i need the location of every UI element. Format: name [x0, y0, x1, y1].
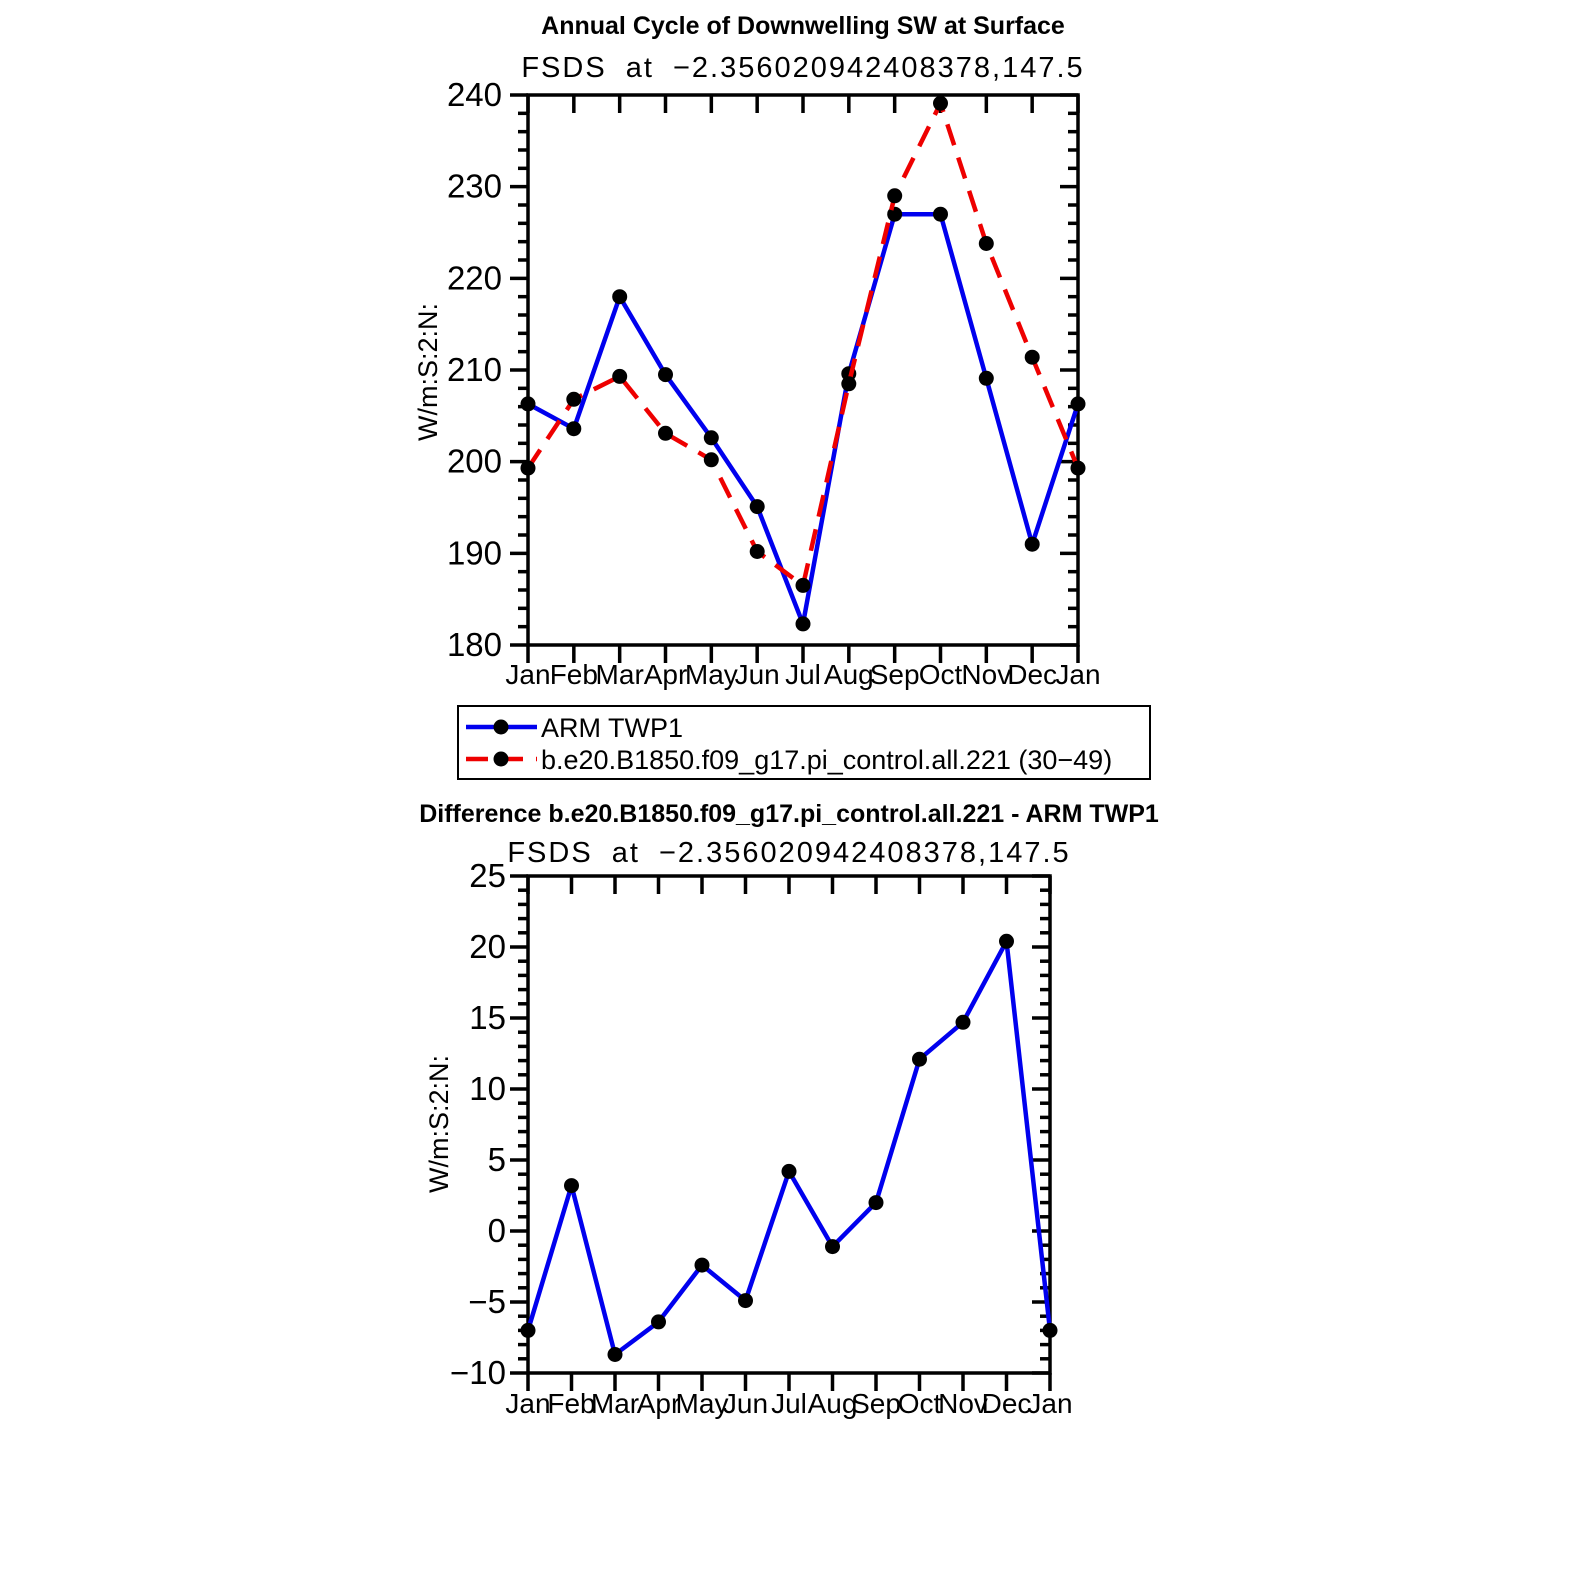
series-line-solid: [528, 941, 1050, 1354]
x-tick-label: Dec: [981, 1388, 1032, 1419]
x-tick-label: Aug: [807, 1388, 858, 1419]
y-tick-label: 230: [446, 167, 502, 205]
y-tick-label: 10: [469, 1070, 506, 1107]
x-tick-label: Jan: [505, 1388, 551, 1419]
annual-cycle-title: Annual Cycle of Downwelling SW at Surface: [541, 12, 1065, 40]
x-tick-label: Jan: [505, 659, 551, 690]
x-tick-label: Dec: [1007, 659, 1058, 690]
y-tick-label: 15: [469, 999, 506, 1036]
data-point-marker: [1025, 537, 1040, 552]
x-tick-label: Apr: [643, 659, 688, 690]
x-tick-label: Feb: [549, 659, 598, 690]
data-point-marker: [782, 1164, 797, 1179]
y-tick-label: 220: [446, 259, 502, 297]
data-point-marker: [912, 1052, 927, 1067]
data-point-marker: [1071, 396, 1086, 411]
data-point-marker: [521, 461, 536, 476]
y-tick-label: 240: [446, 76, 502, 113]
series-line-dashed: [528, 103, 1078, 585]
difference-subtitle: FSDS at −2.356020942408378,147.5: [507, 837, 1071, 869]
x-tick-label: Aug: [823, 659, 874, 690]
x-tick-label: Jan: [1027, 1388, 1073, 1419]
data-point-marker: [841, 376, 856, 391]
data-point-marker: [521, 1323, 536, 1338]
y-tick-label: 180: [446, 626, 502, 663]
legend: [458, 706, 1150, 779]
data-point-marker: [566, 392, 581, 407]
data-point-marker: [608, 1347, 623, 1362]
data-point-marker: [933, 96, 948, 111]
annual-cycle-plot-area: [447, 76, 1101, 690]
difference-plot-area: [450, 857, 1073, 1419]
plot-border: [528, 95, 1078, 645]
data-point-marker: [1071, 461, 1086, 476]
x-tick-label: Jun: [734, 659, 780, 690]
y-tick-label: −5: [468, 1283, 506, 1320]
data-point-marker: [704, 452, 719, 467]
data-point-marker: [738, 1293, 753, 1308]
series-line-solid: [528, 214, 1078, 624]
data-point-marker: [979, 236, 994, 251]
data-point-marker: [750, 499, 765, 514]
x-tick-label: Apr: [636, 1388, 681, 1419]
data-point-marker: [796, 616, 811, 631]
plot-border: [528, 876, 1050, 1373]
annual-cycle-y-axis-label: W/m:S:2:N:: [413, 302, 443, 442]
x-tick-label: Nov: [961, 659, 1012, 690]
data-point-marker: [564, 1178, 579, 1193]
y-tick-label: 20: [469, 928, 506, 965]
data-point-marker: [658, 426, 673, 441]
x-tick-label: Mar: [595, 659, 644, 690]
y-tick-label: 190: [446, 534, 502, 572]
x-tick-label: Mar: [590, 1388, 640, 1419]
y-tick-label: 0: [487, 1212, 506, 1249]
x-tick-label: Jul: [785, 659, 821, 690]
data-point-marker: [796, 578, 811, 593]
x-tick-label: Oct: [918, 659, 963, 690]
y-tick-label: 25: [469, 857, 506, 894]
data-point-marker: [566, 421, 581, 436]
legend-marker-pi-control: [494, 752, 509, 767]
y-tick-label: 210: [446, 351, 502, 388]
difference-chart: [0, 788, 1574, 1574]
data-point-marker: [704, 430, 719, 445]
data-point-marker: [658, 367, 673, 382]
data-point-marker: [956, 1015, 971, 1030]
data-point-marker: [933, 207, 948, 222]
y-tick-label: 5: [487, 1141, 506, 1178]
y-tick-label: −10: [450, 1354, 506, 1391]
x-tick-label: Sep: [851, 1388, 901, 1419]
legend-label-arm-twp1: ARM TWP1: [541, 713, 684, 743]
x-tick-label: Jun: [722, 1388, 769, 1419]
y-tick-label: 200: [446, 442, 502, 480]
x-tick-label: Nov: [938, 1388, 988, 1419]
difference-y-axis-label: W/m:S:2:N:: [424, 1054, 454, 1194]
x-tick-label: Feb: [547, 1388, 596, 1419]
legend-label-pi-control: b.e20.B1850.f09_g17.pi_control.all.221 (30−49): [541, 745, 1113, 775]
annual-cycle-subtitle: FSDS at −2.356020942408378,147.5: [521, 52, 1085, 84]
x-tick-label: May: [684, 659, 738, 690]
data-point-marker: [999, 934, 1014, 949]
data-point-marker: [825, 1239, 840, 1254]
difference-title: Difference b.e20.B1850.f09_g17.pi_control.all.221 - ARM TWP1: [419, 800, 1159, 828]
legend-marker-arm-twp1: [494, 720, 509, 735]
data-point-marker: [1043, 1323, 1058, 1338]
data-point-marker: [750, 544, 765, 559]
data-point-marker: [612, 369, 627, 384]
data-point-marker: [651, 1314, 666, 1329]
data-point-marker: [695, 1258, 710, 1273]
data-point-marker: [869, 1195, 884, 1210]
x-tick-label: May: [675, 1388, 729, 1419]
x-tick-label: Oct: [897, 1388, 942, 1419]
x-tick-label: Jan: [1055, 659, 1101, 690]
data-point-marker: [1025, 350, 1040, 365]
data-point-marker: [979, 371, 994, 386]
data-point-marker: [612, 289, 627, 304]
data-point-marker: [521, 396, 536, 411]
data-point-marker: [887, 188, 902, 203]
x-tick-label: Sep: [869, 659, 920, 690]
x-tick-label: Jul: [771, 1388, 807, 1419]
